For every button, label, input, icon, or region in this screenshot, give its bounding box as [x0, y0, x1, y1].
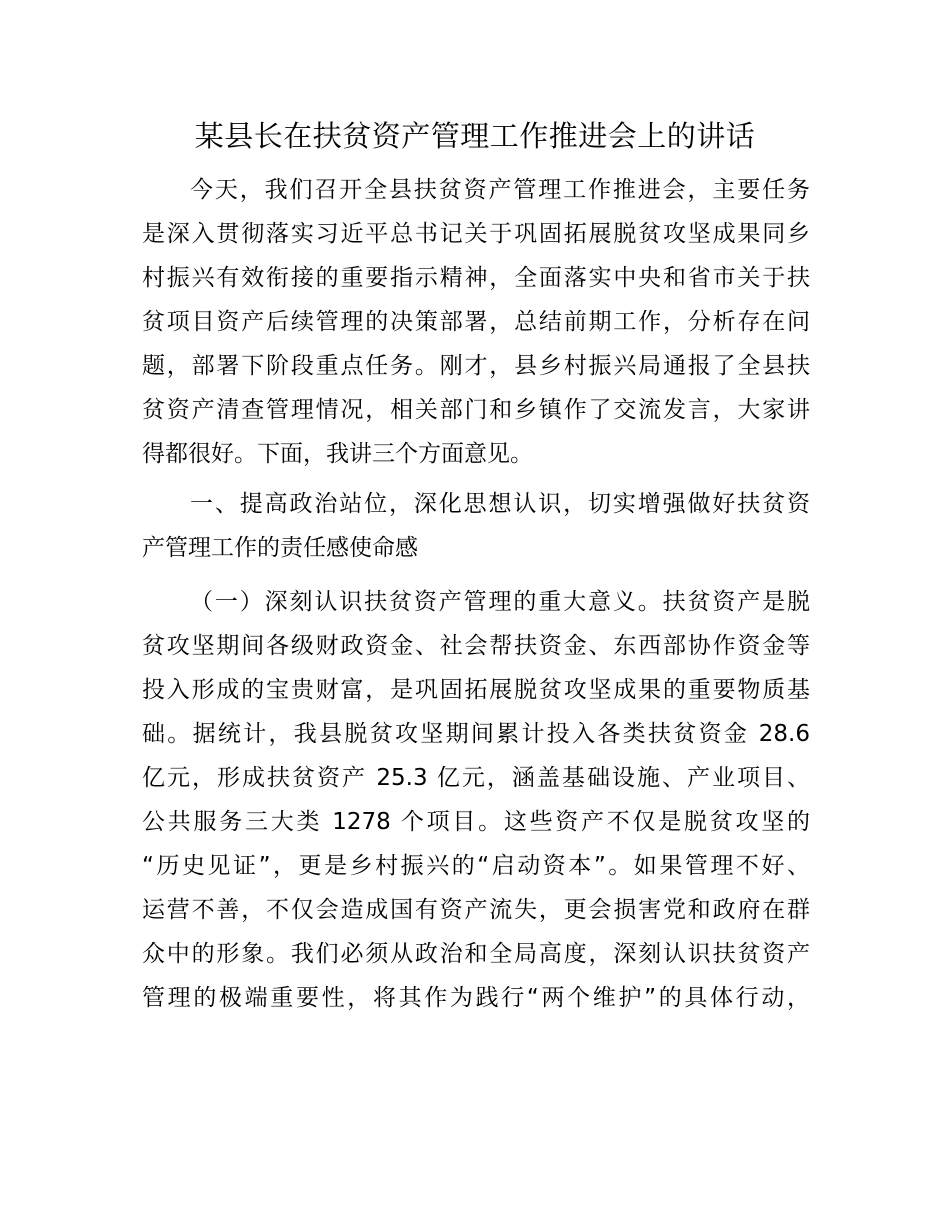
paragraph-3-line-2: 贫攻坚期间各级财政资金、社会帮扶资金、东西部协作资金等: [142, 633, 810, 659]
paragraph-3-line-5: 亿元，形成扶贫资产 25.3 亿元，涵盖基础设施、产业项目、: [142, 765, 810, 791]
paragraph-1-line-7: 得都很好。下面，我讲三个方面意见。: [142, 441, 533, 467]
paragraph-3-line-9: 众中的形象。我们必须从政治和全局高度，深刻认识扶贫资产: [142, 941, 810, 967]
paragraph-1-line-6: 贫资产清查管理情况，相关部门和乡镇作了交流发言，大家讲: [142, 397, 810, 423]
paragraph-3-line-4: 础。据统计，我县脱贫攻坚期间累计投入各类扶贫资金 28.6: [142, 721, 810, 747]
paragraph-3-line-1: （一）深刻认识扶贫资产管理的重大意义。扶贫资产是脱: [190, 589, 810, 615]
paragraph-3-line-7: “历史见证”，更是乡村振兴的“启动资本”。如果管理不好、: [142, 853, 810, 879]
paragraph-1-line-4: 贫项目资产后续管理的决策部署，总结前期工作，分析存在问: [142, 309, 810, 335]
paragraph-3-line-3: 投入形成的宝贵财富，是巩固拓展脱贫攻坚成果的重要物质基: [142, 677, 810, 703]
section-heading-line-1: 一、提高政治站位，深化思想认识，切实增强做好扶贫资: [190, 491, 810, 517]
paragraph-3-line-6: 公共服务三大类 1278 个项目。这些资产不仅是脱贫攻坚的: [142, 809, 810, 835]
document-title: 某县长在扶贫资产管理工作推进会上的讲话: [194, 119, 756, 153]
paragraph-1-line-2: 是深入贯彻落实习近平总书记关于巩固拓展脱贫攻坚成果同乡: [142, 221, 810, 247]
paragraph-1-line-3: 村振兴有效衔接的重要指示精神，全面落实中央和省市关于扶: [142, 265, 810, 291]
paragraph-1-line-5: 题，部署下阶段重点任务。刚才，县乡村振兴局通报了全县扶: [142, 353, 810, 379]
section-heading-line-2: 产管理工作的责任感使命感: [142, 535, 418, 561]
paragraph-1-line-1: 今天，我们召开全县扶贫资产管理工作推进会，主要任务: [190, 177, 810, 203]
paragraph-3-line-8: 运营不善，不仅会造成国有资产流失，更会损害党和政府在群: [142, 897, 810, 923]
paragraph-3-line-10: 管理的极端重要性，将其作为践行“两个维护”的具体行动，: [142, 985, 810, 1011]
